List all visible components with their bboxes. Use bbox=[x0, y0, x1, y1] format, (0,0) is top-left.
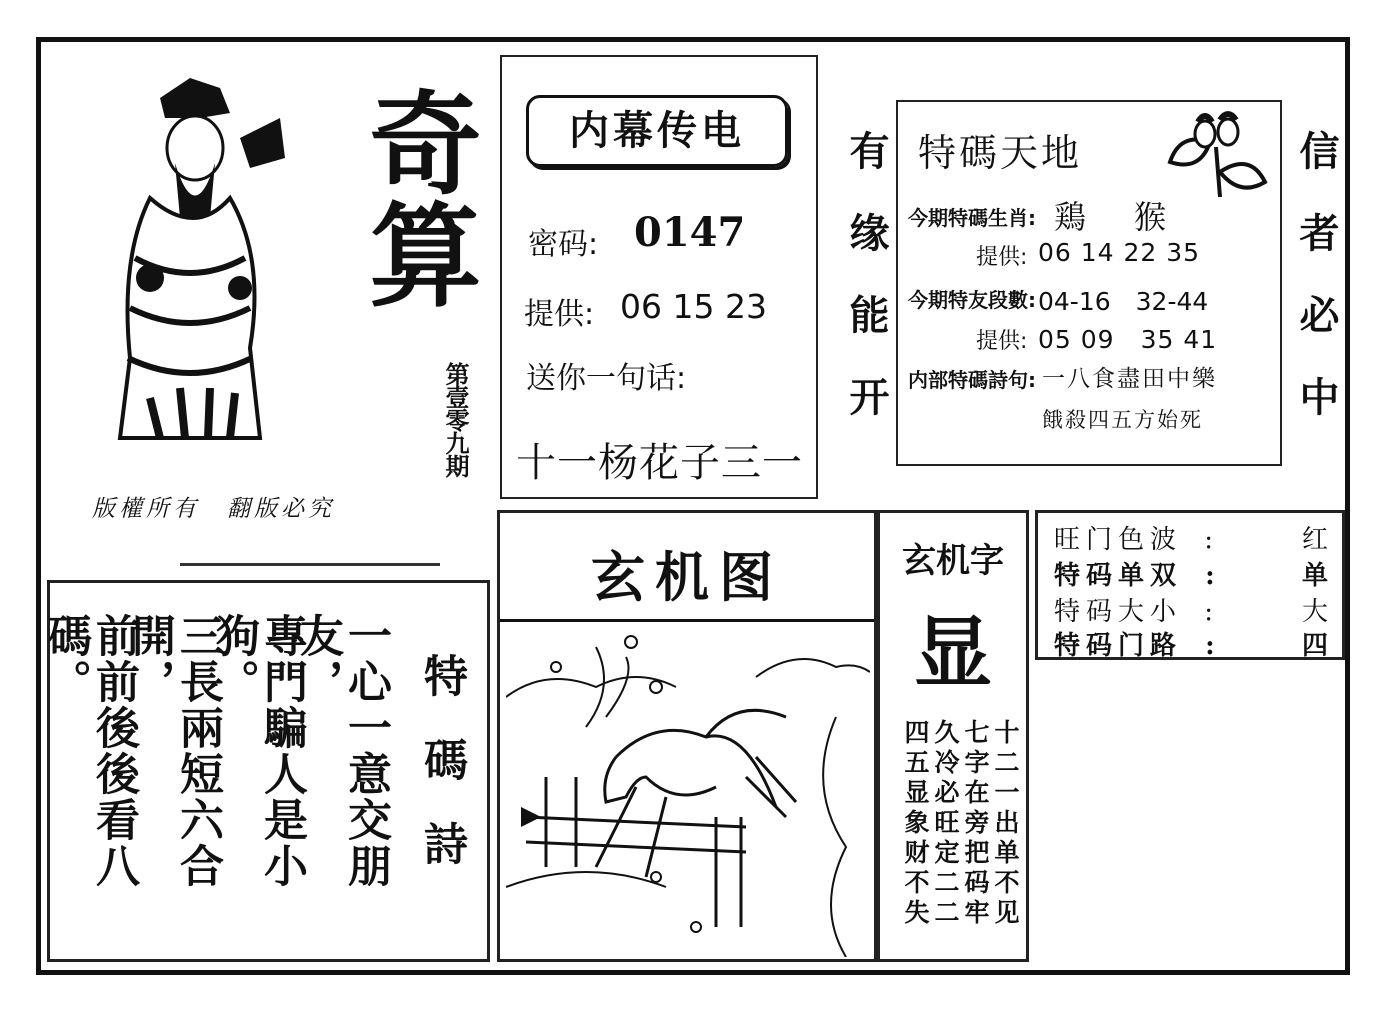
stat-row-1 bbox=[1054, 519, 1334, 556]
side-text-believe: 信者必中 bbox=[1293, 130, 1340, 458]
stat-value: 单 bbox=[1301, 561, 1334, 591]
password-label: 密码: bbox=[528, 227, 599, 262]
stat-row-2 bbox=[1054, 555, 1334, 592]
deity-figure bbox=[90, 58, 290, 448]
copyright-text: 版權所有 翻版必究 bbox=[92, 496, 335, 522]
special-world-panel bbox=[896, 100, 1282, 466]
phrase-value: 十一杨花子三一 bbox=[516, 440, 803, 486]
mystery-char-value: 显 bbox=[913, 608, 992, 699]
phrase-label: 送你一句话: bbox=[526, 361, 687, 396]
stat-colon: : bbox=[1204, 525, 1220, 555]
stat-label: 特码单双 bbox=[1054, 561, 1183, 591]
segment-value: 04-16 32-44 bbox=[1038, 287, 1209, 316]
provide2-value: 05 09 35 41 bbox=[1038, 325, 1218, 354]
issue-number: 第壹零九期 bbox=[441, 362, 470, 477]
poem-line-3: 三長兩短六合開， bbox=[124, 613, 223, 889]
stat-row-3 bbox=[1054, 591, 1334, 628]
provide1-value: 06 14 22 35 bbox=[1038, 238, 1201, 267]
divider-line bbox=[180, 563, 440, 566]
stat-colon: : bbox=[1205, 631, 1221, 661]
stat-colon: : bbox=[1205, 561, 1221, 591]
mystery-char-col-1: 十二一出单不见 bbox=[991, 719, 1020, 929]
side-text-fate: 有缘能开 bbox=[843, 130, 890, 458]
mystery-char-col-3: 久冷必旺定二二 bbox=[931, 719, 960, 929]
mystery-char-title: 玄机字 bbox=[902, 541, 1004, 581]
stat-label: 特码门路 bbox=[1054, 631, 1183, 661]
stat-row-4 bbox=[1054, 625, 1334, 662]
stat-label: 旺门色波 bbox=[1054, 525, 1183, 555]
mystery-char-panel bbox=[877, 510, 1029, 962]
mystery-picture-title: 玄机图 bbox=[591, 546, 783, 609]
poem-title: 特碼詩 bbox=[416, 653, 467, 905]
provide-label: 提供: bbox=[524, 297, 595, 332]
big-title: 奇算 bbox=[351, 85, 482, 309]
mystery-char-col-2: 七字在旁把码牢 bbox=[961, 719, 990, 929]
provide1-label: 提供: bbox=[976, 245, 1028, 270]
stats-panel bbox=[1035, 510, 1345, 660]
inside-title-box bbox=[526, 95, 788, 167]
special-poem-line-2: 餓殺四五方始死 bbox=[1042, 408, 1203, 432]
zodiac-value: 鶏 猴 bbox=[1054, 198, 1175, 236]
stat-value: 红 bbox=[1301, 525, 1334, 555]
special-world-title: 特碼天地 bbox=[918, 131, 1083, 175]
mystery-picture-panel bbox=[497, 510, 877, 962]
poem-label-special: 内部特碼詩句: bbox=[908, 368, 1036, 392]
poem-line-4: 前前後後看八碼。 bbox=[40, 613, 139, 889]
stat-value: 四 bbox=[1301, 631, 1334, 661]
stat-colon: : bbox=[1204, 597, 1220, 627]
acorn-icon bbox=[1160, 102, 1272, 202]
poem-line-2: 專門騙人是小狗。 bbox=[208, 613, 307, 889]
provide-value: 06 15 23 bbox=[620, 287, 767, 326]
poem-panel bbox=[40, 580, 490, 962]
stat-label: 特码大小 bbox=[1054, 597, 1183, 627]
inside-title: 内幕传电 bbox=[569, 108, 745, 154]
stat-value: 大 bbox=[1301, 597, 1334, 627]
title-divider bbox=[500, 619, 874, 622]
inside-info-panel bbox=[500, 55, 818, 499]
segment-label: 今期特友段數: bbox=[908, 288, 1036, 312]
horse-illustration bbox=[506, 627, 870, 957]
special-poem-line-1: 一八食盡田中樂 bbox=[1042, 366, 1217, 392]
mystery-char-col-4: 四五显象财不失 bbox=[901, 719, 930, 929]
password-value: 0147 bbox=[634, 209, 746, 256]
poem-line-1: 一心一意交朋友， bbox=[292, 613, 391, 889]
provide2-label: 提供: bbox=[976, 329, 1028, 354]
zodiac-label: 今期特碼生肖: bbox=[908, 206, 1036, 230]
